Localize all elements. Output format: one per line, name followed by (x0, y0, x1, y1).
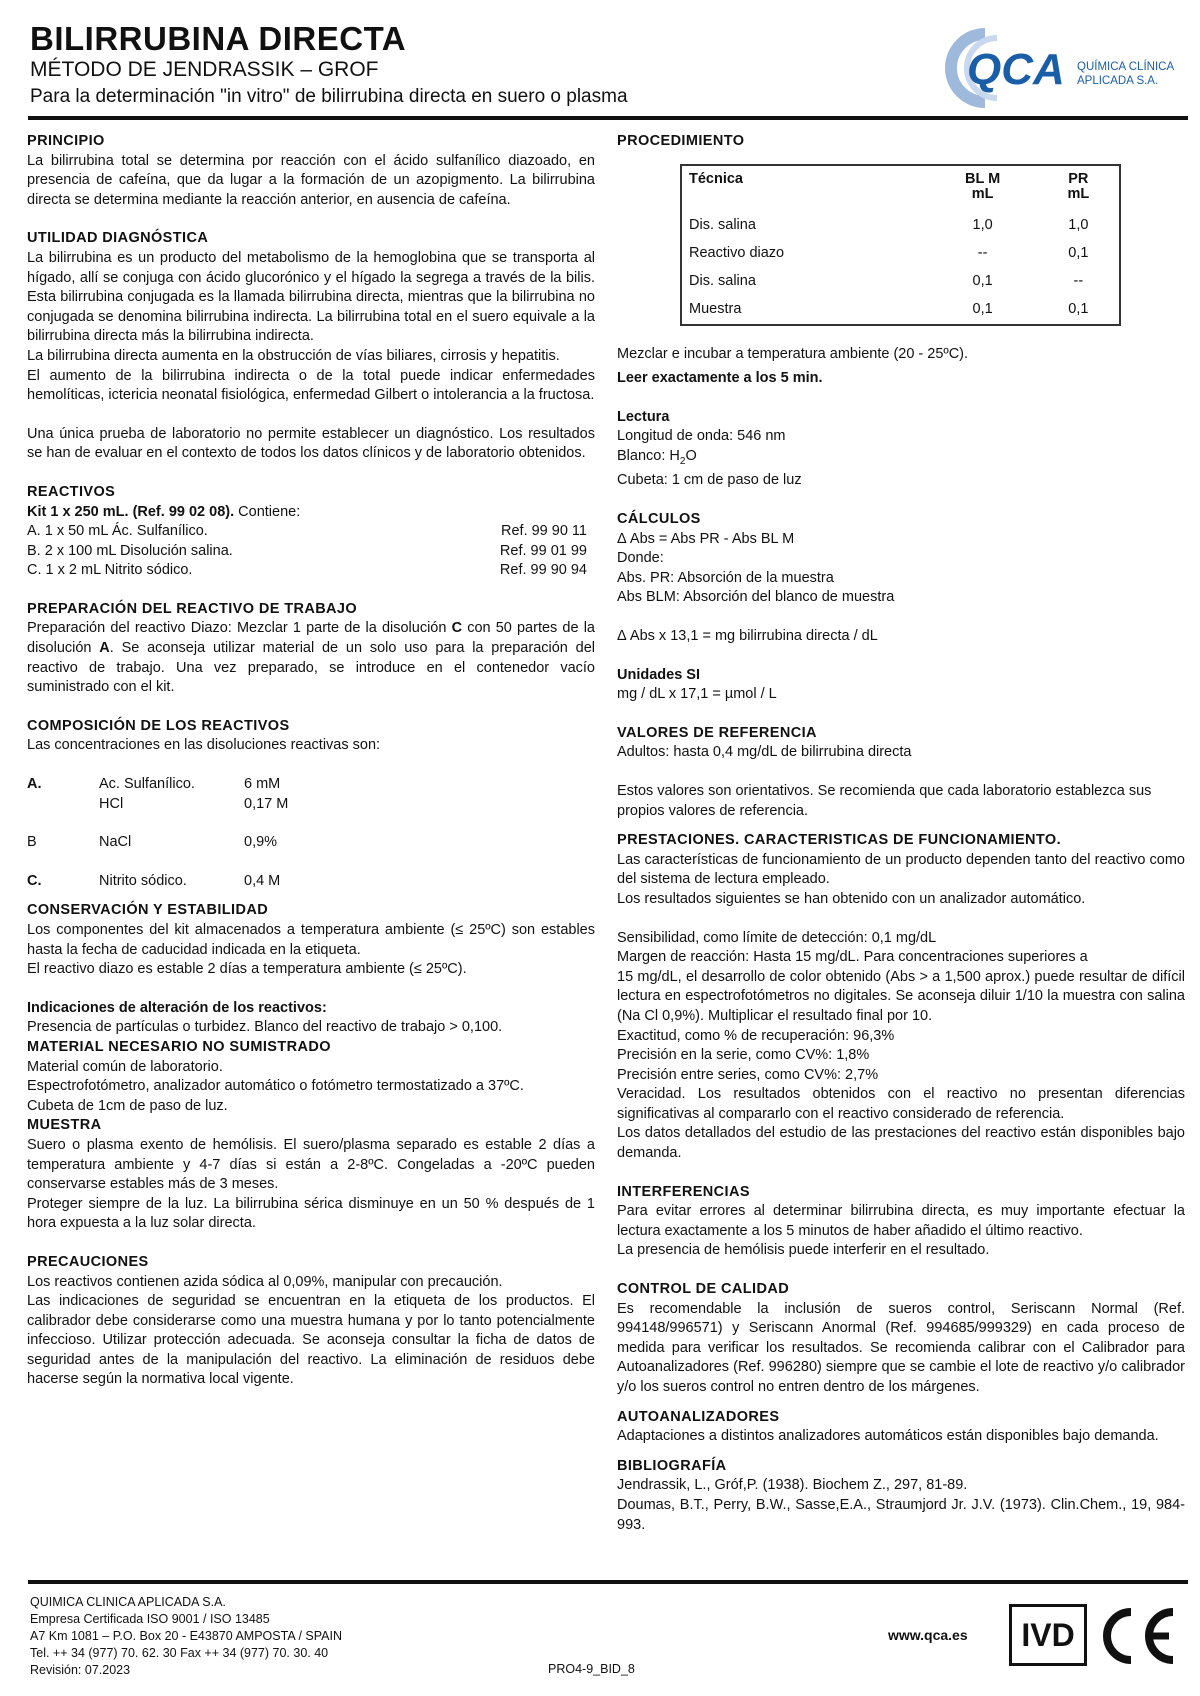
document-subtitle: MÉTODO DE JENDRASSIK – GROF (30, 58, 379, 81)
prestaciones-p3: Sensibilidad, como límite de detección: 0,1 mg/dL (617, 929, 937, 946)
table-header-row (681, 165, 1120, 202)
reactivo-item: A. 1 x 50 mL Ác. Sulfanílico. Ref. 99 90 11 (27, 523, 587, 540)
precauciones-heading: PRECAUCIONES (27, 1253, 149, 1270)
footer-phone: Tel. ++ 34 (977) 70. 62. 30 Fax ++ 34 (977) 70. 30. 40 (30, 1646, 329, 1660)
muestra-p2: Proteger siempre de la luz. La bilirrubina sérica disminuye en un 50 % después de 1 hora expuesta a la luz solar directa. (27, 1195, 595, 1232)
footer-website-link[interactable]: www.qca.es (888, 1627, 968, 1643)
valores-l1: Adultos: hasta 0,4 mg/dL de bilirrubina directa (617, 744, 912, 761)
procedimiento-leer: Leer exactamente a los 5 min. (617, 370, 823, 387)
bibliografia-heading: BIBLIOGRAFÍA (617, 1457, 727, 1474)
valores-l2: Estos valores son orientativos. Se recomienda que cada laboratorio establezca sus propios valores de referencia. (617, 782, 1152, 819)
autoanalizadores-heading: AUTOANALIZADORES (617, 1408, 780, 1425)
autoanalizadores-text: Adaptaciones a distintos analizadores automáticos están disponibles bajo demanda. (617, 1428, 1159, 1445)
ce-mark-icon (1097, 1604, 1177, 1668)
composicion-intro: Las concentraciones en las disoluciones reactivas son: (27, 737, 381, 754)
footer-address (30, 1594, 342, 1679)
footer-doc-code: PRO4-9_BID_8 (548, 1662, 635, 1676)
precauciones-p1: Los reactivos contienen azida sódica al 0,09%, manipular con precaución. (27, 1273, 503, 1290)
composicion-row-c: C. Nitrito sódico. 0,4 M (27, 872, 281, 889)
interferencias-p2: La presencia de hemólisis puede interferir en el resultado. (617, 1242, 990, 1259)
reactivos-kit: Kit 1 x 250 mL. (Ref. 99 02 08). Contiene: (27, 503, 301, 520)
conservacion-p1: Los componentes del kit almacenados a temperatura ambiente (≤ 25ºC) son estables hasta la fecha de caducidad indicada en la etiqueta. (27, 922, 595, 958)
prestaciones-p7: Precisión entre series, como CV%: 2,7% (617, 1066, 879, 1083)
procedimiento-table (680, 164, 1121, 326)
table-row: Dis. salina 0,1 -- (689, 272, 1084, 289)
unidades-text: mg / dL x 17,1 = µmol / L (617, 686, 777, 703)
bibliografia-r2: Doumas, B.T., Perry, B.W., Sasse,E.A., Straumjord Jr. J.V. (1973). Clin.Chem., 19, 984-993. (617, 1496, 1185, 1533)
logo-mark: QCA (967, 45, 1065, 94)
document-title: BILIRRUBINA DIRECTA (30, 20, 407, 57)
preparacion-text: Preparación del reactivo Diazo: Mezclar 1 parte de la disolución C con 50 partes de la disolución A. Se aconseja utilizar material de un solo uso para la preparación del reactivo de trabajo. Una vez preparado, se introduce en el contenedor vacío suministrado con el kit. (27, 620, 596, 696)
ivd-mark: IVD (1009, 1604, 1087, 1666)
qca-logo (945, 28, 1195, 108)
material-l1: Material común de laboratorio. (27, 1058, 223, 1075)
footer-address-line: A7 Km 1081 – P.O. Box 20 - E43870 AMPOSTA / SPAIN (30, 1629, 342, 1643)
prestaciones-p5: Exactitud, como % de recuperación: 96,3% (617, 1027, 895, 1044)
utilidad-p3: El aumento de la bilirrubina indirecta o de la total puede indicar enfermedades hemolíticas, ictericia neonatal fisiológica, enfermedad Gilbert o intolerancia a la fructosa. (27, 367, 595, 404)
table-row: Muestra 0,1 0,1 (689, 300, 1089, 317)
reactivos-heading: REACTIVOS (27, 483, 116, 500)
calculos-l5: Δ Abs x 13,1 = mg bilirrubina directa / dL (617, 628, 878, 645)
prestaciones-p9: Los datos detallados del estudio de las prestaciones del reactivo están disponibles bajo demanda. (617, 1125, 1185, 1162)
col-blm: BL M mL (965, 170, 1001, 202)
precauciones-p2: Las indicaciones de seguridad se encuentran en la etiqueta de los productos. El calibrador debe considerarse como una muestra humana y por lo tanto potencialmente infeccioso. Utilizar protección adecuada. Se aconseja consultar la ficha de datos de seguridad antes de la manipulación del reactivo. La eliminación de residuos debe hacerse según la normativa local vigente. (27, 1293, 595, 1388)
utilidad-p4: Una única prueba de laboratorio no permite establecer un diagnóstico. Los resultados se han de evaluar en el contexto de todos los datos clínicos y de laboratorio obtenidos. (27, 425, 595, 462)
footer-divider (28, 1580, 1188, 1584)
valores-heading: VALORES DE REFERENCIA (617, 724, 817, 741)
composicion-heading: COMPOSICIÓN DE LOS REACTIVOS (27, 717, 290, 734)
alteracion-heading: Indicaciones de alteración de los reactivos: (27, 999, 327, 1016)
lectura-l1: Longitud de onda: 546 nm (617, 428, 786, 445)
interferencias-p1: Para evitar errores al determinar bilirrubina directa, es muy importante efectuar la lectura exactamente a los 5 minutos de haber añadido el último reactivo. (617, 1203, 1185, 1239)
footer-company: QUIMICA CLINICA APLICADA S.A. (30, 1595, 226, 1609)
prestaciones-heading: PRESTACIONES. CARACTERISTICAS DE FUNCIONAMIENTO. (617, 832, 1062, 849)
footer-cert: Empresa Certificada ISO 9001 / ISO 13485 (30, 1612, 270, 1626)
bibliografia-r1: Jendrassik, L., Gróf,P. (1938). Biochem Z., 297, 81-89. (617, 1477, 968, 1494)
lectura-blanco: Blanco: $H_2O$ (617, 447, 697, 467)
utilidad-p1: La bilirrubina es un producto del metabolismo de la hemoglobina que se transporta al hígado, allí se conjuga con ácido glucorónico y el hígado la segrega a través de la bilis. Esta bilirrubina conjugada es la llamada bilirrubina directa, mientras que la bilirrubina no conjugada se denomina bilirrubina indirecta. La bilirrubina total en el suero equivale a la bilirrubina directa más la bilirrubina indirecta. (27, 249, 595, 345)
lectura-l3: Cubeta: 1 cm de paso de luz (617, 472, 802, 489)
prestaciones-p4a: Margen de reacción: Hasta 15 mg/dL. Para concentraciones superiores a (617, 949, 1088, 966)
material-l3: Cubeta de 1cm de paso de luz. (27, 1097, 228, 1114)
composicion-row-b: B NaCl 0,9% (27, 834, 278, 851)
principio-text: La bilirrubina total se determina por reacción con el ácido sulfanílico diazoado, en presencia de cafeína, que da lugar a la formación de un azopigmento. La bilirrubina directa se determina mediante la reacción anterior, en ausencia de cafeína. (27, 152, 595, 208)
reactivo-item: B. 2 x 100 mL Disolución salina. Ref. 99 01 99 (27, 542, 587, 559)
right-column (617, 132, 1185, 1535)
table-row: Reactivo diazo -- 0,1 (689, 244, 1089, 261)
utilidad-p2: La bilirrubina directa aumenta en la obstrucción de vías biliares, cirrosis y hepatitis. (27, 347, 560, 364)
prestaciones-p6: Precisión en la serie, como CV%: 1,8% (617, 1047, 870, 1064)
calculos-l3: Abs. PR: Absorción de la muestra (617, 569, 834, 586)
reactivo-item: C. 1 x 2 mL Nitrito sódico. Ref. 99 90 94 (27, 562, 587, 579)
prestaciones-p4b: 15 mg/dL, el desarrollo de color obtenido (Abs > a 1,500 aprox.) puede resultar de difícil lectura en espectrofotómetros no digitales. Se aconseja diluir 1/10 la muestra con salina (Na Cl 0,9%). Multiplicar el resultado final por 10. (617, 968, 1185, 1024)
material-l2: Espectrofotómetro, analizador automático o fotómetro termostatizado a 37ºC. (27, 1078, 524, 1095)
procedimiento-mezclar: Mezclar e incubar a temperatura ambiente (20 - 25ºC). (617, 345, 969, 362)
left-column (27, 132, 595, 1390)
document-description: Para la determinación "in vitro" de bilirrubina directa en suero o plasma (30, 86, 628, 107)
composicion-row-a2: HCl 0,17 M (99, 795, 289, 812)
prestaciones-p1: Las características de funcionamiento de un producto dependen tanto del reactivo como del sistema de lectura empleado. (617, 851, 1185, 888)
muestra-heading: MUESTRA (27, 1117, 102, 1134)
table-row: Dis. salina 1,0 1,0 (689, 216, 1089, 233)
principio-heading: PRINCIPIO (27, 133, 105, 149)
logo-company-line1: QUÍMICA CLÍNICA (1077, 61, 1175, 73)
preparacion-heading: PREPARACIÓN DEL REACTIVO DE TRABAJO (27, 600, 358, 617)
calculos-l1: Δ Abs = Abs PR - Abs BL M (617, 530, 795, 547)
calculos-l2: Donde: (617, 550, 664, 567)
prestaciones-p2: Los resultados siguientes se han obtenido con un analizador automático. (617, 890, 1086, 907)
alteracion-text: Presencia de partículas o turbidez. Blanco del reactivo de trabajo > 0,100. (27, 1019, 503, 1036)
control-text: Es recomendable la inclusión de sueros control, Seriscann Normal (Ref. 994148/996571) y Seriscann Anormal (Ref. 994685/999329) en cada proceso de medida para verificar los resultados. Se recomienda calibrar con el Calibrador para Autoanalizadores (Ref. 996280) siempre que se cambie el lote de reactivo y/o calibrador y/o los sueros control no entren dentro de los márgenes. (617, 1300, 1185, 1396)
col-pr: PR mL (1067, 170, 1090, 202)
header-divider (28, 116, 1188, 120)
muestra-p1: Suero o plasma exento de hemólisis. El suero/plasma separado es estable 2 días a temperatura ambiente y 4-7 días si están a 2-8ºC. Congeladas a -20ºC pueden conservarse estables más de 3 meses. (27, 1136, 595, 1193)
interferencias-heading: INTERFERENCIAS (617, 1183, 750, 1200)
logo-company-line2: APLICADA S.A. (1077, 75, 1159, 87)
control-heading: CONTROL DE CALIDAD (617, 1281, 790, 1298)
calculos-heading: CÁLCULOS (617, 511, 701, 528)
conservacion-p2: El reactivo diazo es estable 2 días a temperatura ambiente (≤ 25ºC). (27, 961, 467, 978)
utilidad-heading: UTILIDAD DIAGNÓSTICA (27, 230, 209, 247)
material-heading: MATERIAL NECESARIO NO SUMISTRADO (27, 1038, 331, 1055)
footer-revision: Revisión: 07.2023 (30, 1663, 131, 1677)
unidades-heading: Unidades SI (617, 666, 700, 683)
procedimiento-heading: PROCEDIMIENTO (617, 133, 745, 149)
prestaciones-p8: Veracidad. Los resultados obtenidos con el reactivo no presentan diferencias significativas al compararlo con el reactivo considerado de referencia. (617, 1086, 1185, 1122)
conservacion-heading: CONSERVACIÓN Y ESTABILIDAD (27, 902, 269, 919)
col-tecnica: Técnica (689, 170, 743, 187)
composicion-row-a: A. Ac. Sulfanílico. 6 mM (27, 776, 281, 793)
lectura-heading: Lectura (617, 408, 670, 425)
calculos-l4: Abs BLM: Absorción del blanco de muestra (617, 589, 895, 606)
